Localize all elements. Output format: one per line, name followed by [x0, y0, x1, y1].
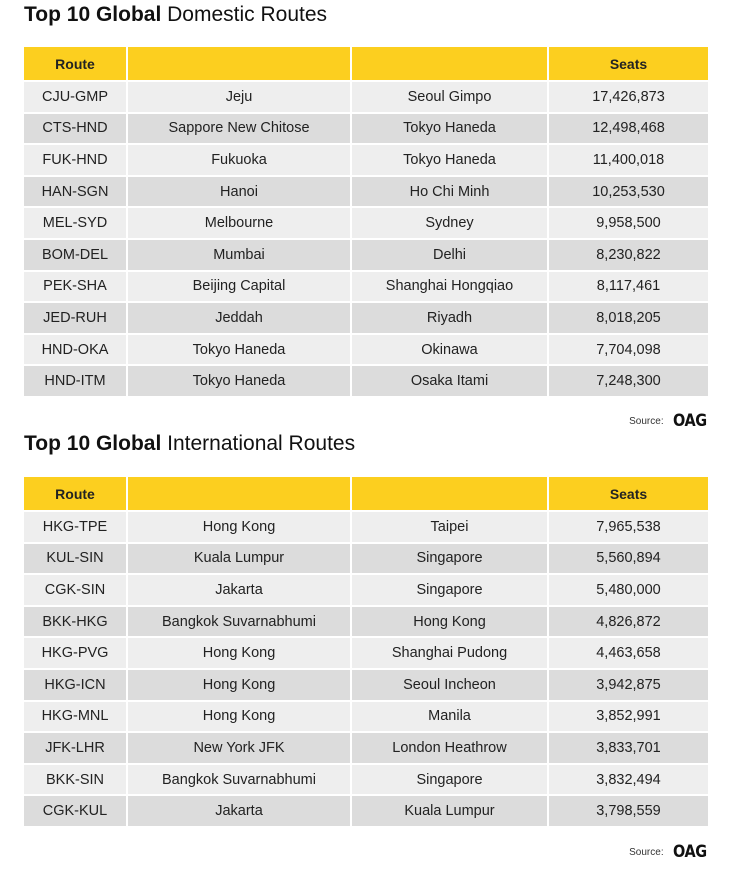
table-row: [24, 365, 708, 396]
origin-cell: Jeju: [127, 81, 351, 113]
origin-cell: Fukuoka: [127, 144, 351, 176]
origin-cell: Hanoi: [127, 176, 351, 208]
route-code-cell: HAN-SGN: [24, 176, 127, 208]
table-row: [24, 144, 708, 176]
domestic-title-bold: Top 10 Global: [24, 3, 162, 26]
international-routes-table: [24, 477, 708, 826]
table-row: [24, 302, 708, 334]
origin-cell: Melbourne: [127, 207, 351, 239]
seats-cell: 4,463,658: [548, 637, 708, 669]
header-origin: [127, 477, 351, 511]
table-row: [24, 113, 708, 145]
seats-cell: 3,833,701: [548, 732, 708, 764]
destination-cell: Kuala Lumpur: [351, 795, 548, 826]
destination-cell: Hong Kong: [351, 606, 548, 638]
seats-cell: 11,400,018: [548, 144, 708, 176]
route-code-cell: CGK-KUL: [24, 795, 127, 826]
table-row: [24, 239, 708, 271]
header-route: Route: [24, 477, 127, 511]
destination-cell: London Heathrow: [351, 732, 548, 764]
destination-cell: Osaka Itami: [351, 365, 548, 396]
table-row: [24, 701, 708, 733]
table-row: [24, 669, 708, 701]
seats-cell: 3,832,494: [548, 764, 708, 796]
domestic-title: [24, 2, 327, 28]
destination-cell: Tokyo Haneda: [351, 144, 548, 176]
origin-cell: Hong Kong: [127, 701, 351, 733]
origin-cell: Jakarta: [127, 574, 351, 606]
route-code-cell: HND-ITM: [24, 365, 127, 396]
origin-cell: Kuala Lumpur: [127, 543, 351, 575]
international-header-row: [24, 477, 708, 511]
table-row: [24, 176, 708, 208]
header-destination: [351, 477, 548, 511]
origin-cell: Hong Kong: [127, 669, 351, 701]
route-code-cell: CJU-GMP: [24, 81, 127, 113]
destination-cell: Singapore: [351, 764, 548, 796]
table-row: [24, 732, 708, 764]
origin-cell: Sappore New Chitose: [127, 113, 351, 145]
destination-cell: Singapore: [351, 543, 548, 575]
seats-cell: 4,826,872: [548, 606, 708, 638]
table-row: [24, 574, 708, 606]
route-code-cell: PEK-SHA: [24, 271, 127, 303]
origin-cell: Jakarta: [127, 795, 351, 826]
destination-cell: Taipei: [351, 511, 548, 543]
international-title-bold: Top 10 Global: [24, 432, 162, 455]
route-code-cell: HKG-TPE: [24, 511, 127, 543]
table-row: [24, 511, 708, 543]
domestic-title-light: Domestic Routes: [167, 3, 328, 26]
origin-cell: Mumbai: [127, 239, 351, 271]
route-code-cell: FUK-HND: [24, 144, 127, 176]
seats-cell: 8,018,205: [548, 302, 708, 334]
international-source: [629, 842, 710, 862]
header-seats: Seats: [548, 47, 708, 81]
destination-cell: Tokyo Haneda: [351, 113, 548, 145]
seats-cell: 10,253,530: [548, 176, 708, 208]
route-code-cell: HKG-PVG: [24, 637, 127, 669]
destination-cell: Seoul Incheon: [351, 669, 548, 701]
seats-cell: 5,560,894: [548, 543, 708, 575]
seats-cell: 3,942,875: [548, 669, 708, 701]
origin-cell: Tokyo Haneda: [127, 334, 351, 366]
header-route: Route: [24, 47, 127, 81]
route-code-cell: BKK-SIN: [24, 764, 127, 796]
seats-cell: 9,958,500: [548, 207, 708, 239]
table-row: [24, 795, 708, 826]
seats-cell: 7,248,300: [548, 365, 708, 396]
header-seats: Seats: [548, 477, 708, 511]
destination-cell: Riyadh: [351, 302, 548, 334]
destination-cell: Shanghai Pudong: [351, 637, 548, 669]
route-code-cell: HKG-ICN: [24, 669, 127, 701]
route-code-cell: MEL-SYD: [24, 207, 127, 239]
seats-cell: 3,852,991: [548, 701, 708, 733]
seats-cell: 7,704,098: [548, 334, 708, 366]
table-row: [24, 764, 708, 796]
seats-cell: 7,965,538: [548, 511, 708, 543]
header-origin: [127, 47, 351, 81]
international-title-light: International Routes: [167, 432, 356, 455]
origin-cell: Beijing Capital: [127, 271, 351, 303]
origin-cell: Tokyo Haneda: [127, 365, 351, 396]
route-code-cell: CTS-HND: [24, 113, 127, 145]
destination-cell: Sydney: [351, 207, 548, 239]
seats-cell: 3,798,559: [548, 795, 708, 826]
table-row: [24, 637, 708, 669]
route-code-cell: BKK-HKG: [24, 606, 127, 638]
table-row: [24, 606, 708, 638]
oag-logo: OAG: [673, 842, 708, 862]
origin-cell: Hong Kong: [127, 637, 351, 669]
source-label: Source:: [629, 416, 664, 427]
destination-cell: Singapore: [351, 574, 548, 606]
domestic-routes-table: [24, 47, 708, 396]
route-code-cell: BOM-DEL: [24, 239, 127, 271]
destination-cell: Manila: [351, 701, 548, 733]
table-row: [24, 271, 708, 303]
origin-cell: Hong Kong: [127, 511, 351, 543]
origin-cell: Bangkok Suvarnabhumi: [127, 764, 351, 796]
destination-cell: Shanghai Hongqiao: [351, 271, 548, 303]
international-title: [24, 431, 355, 457]
seats-cell: 8,230,822: [548, 239, 708, 271]
route-code-cell: JFK-LHR: [24, 732, 127, 764]
seats-cell: 8,117,461: [548, 271, 708, 303]
route-code-cell: KUL-SIN: [24, 543, 127, 575]
domestic-table-body: [24, 81, 708, 396]
route-code-cell: HND-OKA: [24, 334, 127, 366]
seats-cell: 12,498,468: [548, 113, 708, 145]
domestic-header-row: [24, 47, 708, 81]
destination-cell: Ho Chi Minh: [351, 176, 548, 208]
origin-cell: Bangkok Suvarnabhumi: [127, 606, 351, 638]
table-row: [24, 334, 708, 366]
table-row: [24, 81, 708, 113]
table-row: [24, 207, 708, 239]
header-destination: [351, 47, 548, 81]
international-table-body: [24, 511, 708, 826]
destination-cell: Okinawa: [351, 334, 548, 366]
origin-cell: New York JFK: [127, 732, 351, 764]
route-code-cell: CGK-SIN: [24, 574, 127, 606]
origin-cell: Jeddah: [127, 302, 351, 334]
oag-logo: OAG: [673, 411, 708, 431]
route-code-cell: JED-RUH: [24, 302, 127, 334]
domestic-source: [629, 411, 710, 431]
destination-cell: Delhi: [351, 239, 548, 271]
table-row: [24, 543, 708, 575]
seats-cell: 17,426,873: [548, 81, 708, 113]
destination-cell: Seoul Gimpo: [351, 81, 548, 113]
seats-cell: 5,480,000: [548, 574, 708, 606]
route-code-cell: HKG-MNL: [24, 701, 127, 733]
source-label: Source:: [629, 847, 664, 858]
